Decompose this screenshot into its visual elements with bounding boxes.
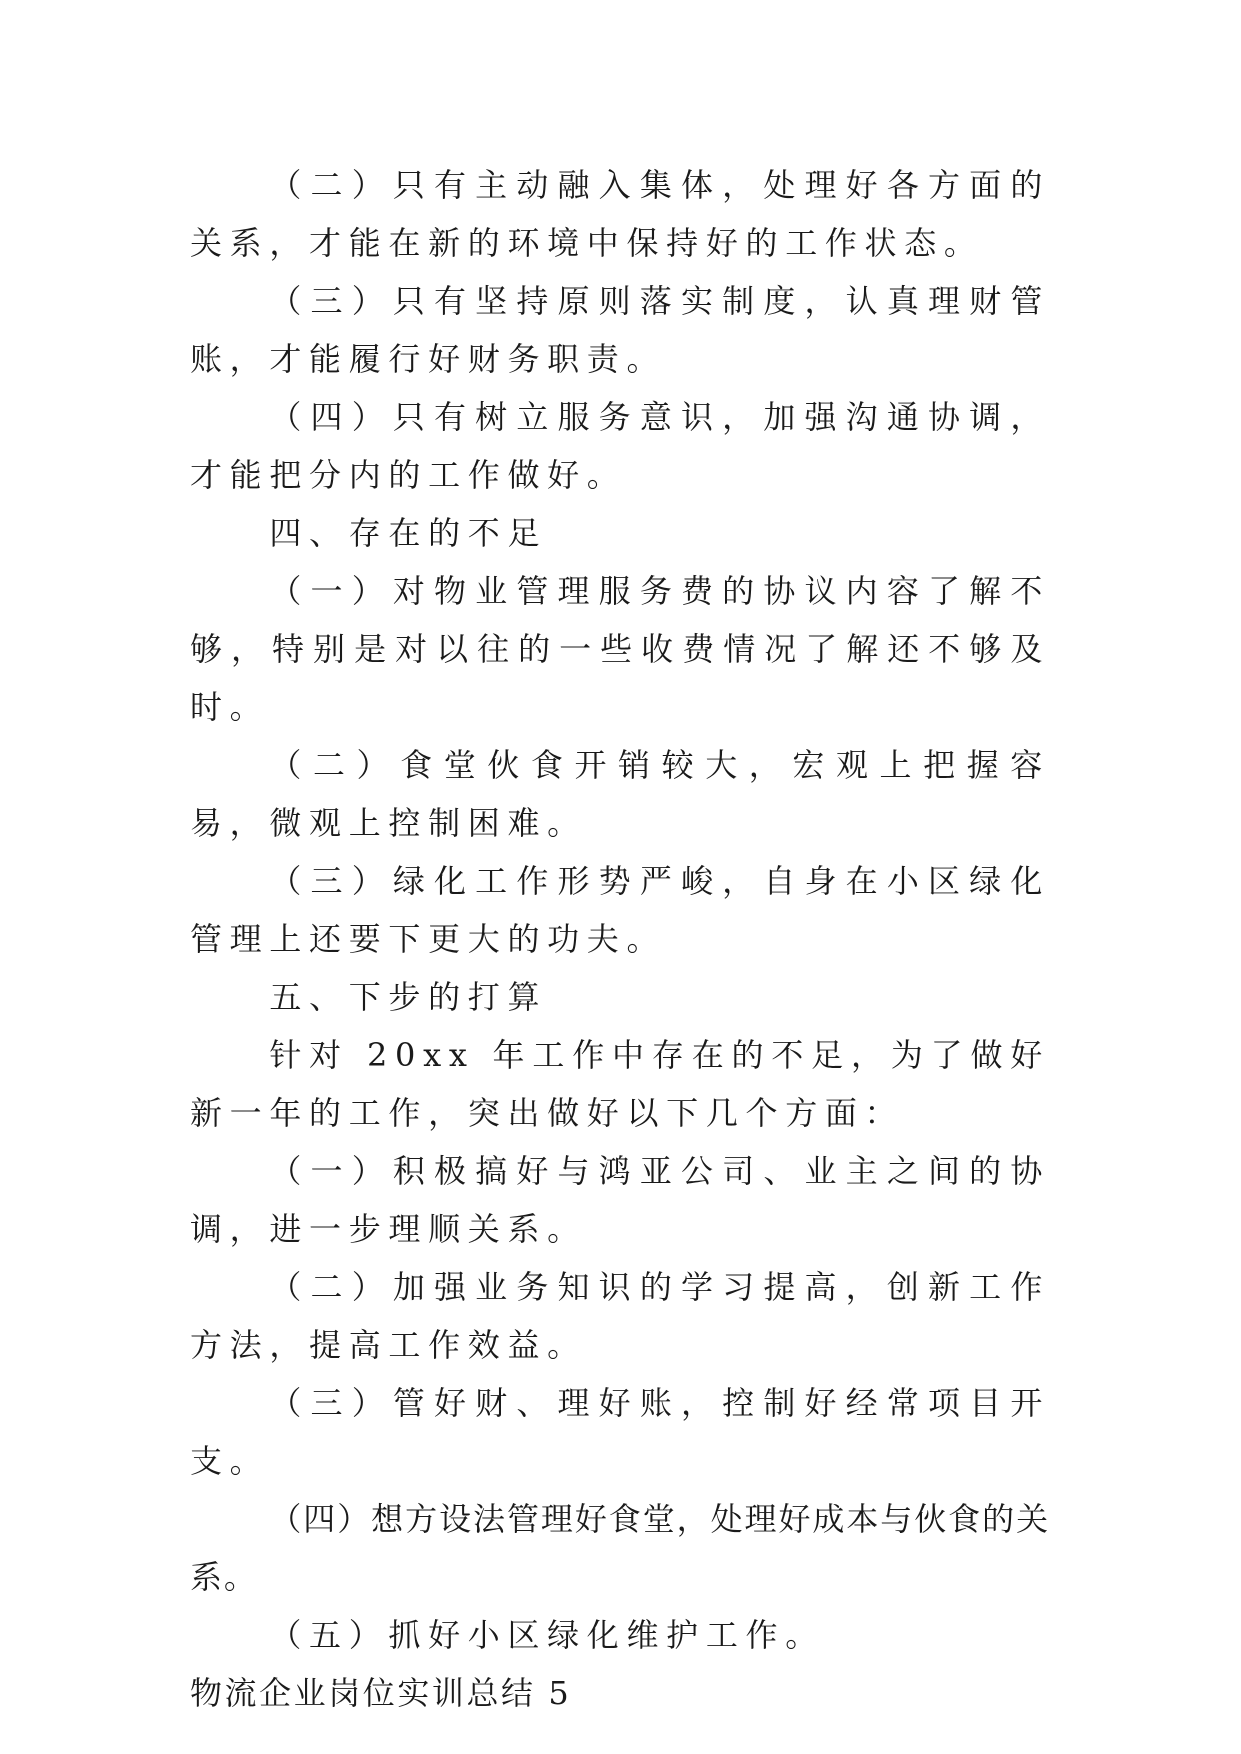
paragraph: （三）只有坚持原则落实制度，认真理财管账，才能履行好财务职责。 (190, 282, 1050, 378)
list-item: （五）抓好小区绿化维护工作。 (269, 1616, 825, 1654)
paragraph: 针对 20xx 年工作中存在的不足，为了做好新一年的工作，突出做好以下几个方面： (190, 1036, 1050, 1132)
paragraph: （四）只有树立服务意识，加强沟通协调，才能把分内的工作做好。 (190, 398, 1050, 494)
document-body (190, 156, 1050, 1722)
list-item: （三）管好财、理好账，控制好经常项目开支。 (190, 1384, 1050, 1480)
list-item: （二）食堂伙食开销较大，宏观上把握容易，微观上控制困难。 (190, 746, 1050, 842)
next-section-title: 物流企业岗位实训总结 5 (190, 1674, 572, 1712)
section-heading: 四、存在的不足 (269, 514, 548, 552)
list-item: （一）对物业管理服务费的协议内容了解不够，特别是对以往的一些收费情况了解还不够及时。 (190, 572, 1050, 726)
list-item: （一）积极搞好与鸿亚公司、业主之间的协调，进一步理顺关系。 (190, 1152, 1050, 1248)
section-heading: 五、下步的打算 (269, 978, 548, 1016)
paragraph: （二）只有主动融入集体，处理好各方面的关系，才能在新的环境中保持好的工作状态。 (190, 166, 1050, 262)
list-item: （三）绿化工作形势严峻，自身在小区绿化管理上还要下更大的功夫。 (190, 862, 1050, 958)
list-item: （四）想方设法管理好食堂，处理好成本与伙食的关系。 (190, 1500, 1050, 1596)
list-item: （二）加强业务知识的学习提高，创新工作方法，提高工作效益。 (190, 1268, 1050, 1364)
